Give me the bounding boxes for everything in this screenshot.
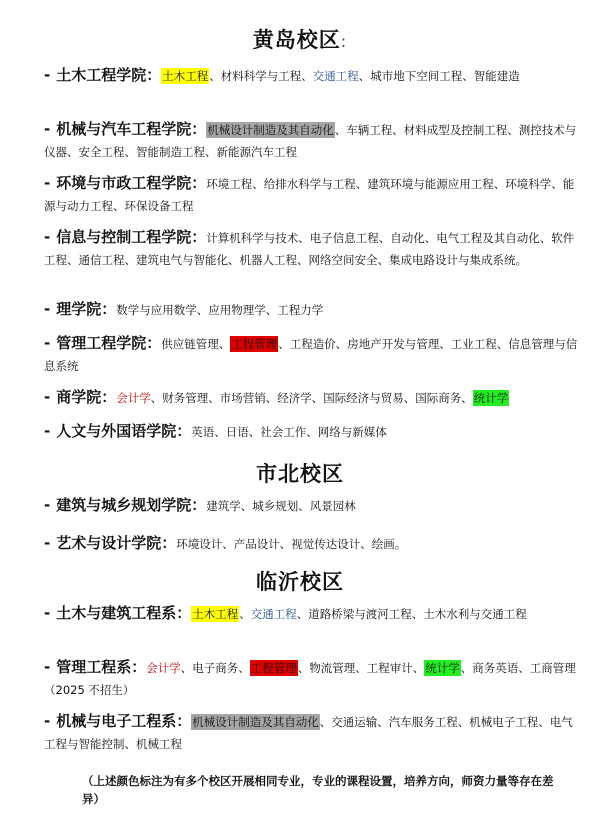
major: 电气工程与智能控制 <box>44 715 573 751</box>
note-text: （上述颜色标注为有多个校区开展相同专业，专业的课程设置，培养方向，师资力量等存在差异） <box>82 774 554 806</box>
major: 国际经济与贸易 <box>323 391 404 405</box>
major: 计算机科学与技术 <box>206 231 299 245</box>
major: 交通运输 <box>331 715 378 729</box>
college-name: 土木工程学院 <box>56 66 147 84</box>
major: 环境工程 <box>206 177 253 191</box>
major: 材料成型及控制工程 <box>403 123 508 137</box>
major: 土木工程 <box>192 607 239 621</box>
college-entry: - 机械与电子工程系：机械设计制造及其自动化、交通运输、汽车服务工程、机械电子工程、电气工程与智能控制、机械工程 <box>44 712 573 751</box>
major: 建筑电气与智能化 <box>136 253 228 267</box>
college-name: 信息与控制工程学院 <box>56 228 192 246</box>
college-entry: - 管理工程系：会计学、电子商务、工程管理、物流管理、工程审计、统计学、商务英语、工商管理（2025 不招生） <box>44 658 576 697</box>
major: 产品设计 <box>233 537 280 551</box>
major: 建筑环境与能源应用工程 <box>367 177 494 191</box>
major: 经济学 <box>277 391 312 405</box>
campus-linyi <box>0 566 600 596</box>
college-name: 环境与市政工程学院 <box>56 174 192 192</box>
major: 给排水科学与工程 <box>263 177 356 191</box>
college-entry: - 理学院：数学与应用数学、应用物理学、工程力学 <box>44 300 324 318</box>
major: 通信工程 <box>78 253 125 267</box>
major: 智能建造 <box>473 69 520 83</box>
major: 国际商务 <box>415 391 462 405</box>
major: 统计学 <box>425 661 460 675</box>
major: 道路桥梁与渡河工程 <box>308 607 412 621</box>
college-name: 人文与外国语学院 <box>56 422 177 440</box>
college-entry: - 土木与建筑工程系：土木工程、交通工程、道路桥梁与渡河工程、土木水利与交通工程 <box>44 604 527 622</box>
major: 土木工程 <box>162 69 209 83</box>
college-list-huangdao <box>0 64 600 442</box>
major: 能源与动力工程 <box>44 177 575 213</box>
campus-title: 黄岛校区: <box>252 28 348 52</box>
college-name: 管理工程学院 <box>56 334 147 352</box>
major: 风景园林 <box>309 499 356 513</box>
college-entry: - 土木工程学院：土木工程、材料科学与工程、交通工程、城市地下空间工程、智能建造 <box>44 66 520 84</box>
college-entry: - 商学院：会计学、财务管理、市场营销、经济学、国际经济与贸易、国际商务、统计学 <box>44 388 509 406</box>
major: 测控技术与仪器 <box>44 123 577 159</box>
major: 应用物理学 <box>208 303 266 317</box>
major: 机械工程 <box>136 737 182 751</box>
major: 工程力学 <box>277 303 324 317</box>
major: 机械设计制造及其自动化 <box>207 123 334 137</box>
major: 智能制造工程 <box>136 145 205 159</box>
college-entry: - 管理工程学院：供应链管理、工程管理、工程造价、房地产开发与管理、工业工程、信息管理与信息系统 <box>44 334 578 373</box>
college-name: 理学院 <box>56 300 102 318</box>
major: 新能源汽车工程 <box>216 145 297 159</box>
major: 电子商务 <box>192 661 239 675</box>
major: 汽车服务工程 <box>388 715 458 729</box>
major: 网络空间安全 <box>308 253 378 267</box>
college-name: 建筑与城乡规划学院 <box>56 496 192 514</box>
major: 电气工程及其自动化 <box>436 231 540 245</box>
major: 工程管理 <box>250 661 297 675</box>
college-name: 机械与电子工程系 <box>56 712 177 730</box>
major: 市场营销 <box>219 391 266 405</box>
major: 数学与应用数学 <box>116 303 197 317</box>
major: 安全工程 <box>78 145 125 159</box>
major: 商务英语 <box>472 661 519 675</box>
major: 会计学 <box>116 391 151 405</box>
college-name: 艺术与设计学院 <box>56 534 162 552</box>
major: 机器人工程 <box>239 253 297 267</box>
major: 城市地下空间工程 <box>370 69 463 83</box>
campus-title: 市北校区 <box>256 462 344 486</box>
major: 信息管理与信息系统 <box>44 337 578 373</box>
college-name: 土木与建筑工程系 <box>56 604 177 622</box>
campus-shibei <box>0 458 600 488</box>
major: 土木水利与交通工程 <box>423 607 527 621</box>
major: 材料科学与工程 <box>220 69 302 83</box>
major: 房地产开发与管理 <box>347 337 440 351</box>
college-list-shibei <box>0 494 600 554</box>
major: 绘画 <box>371 537 395 551</box>
major: 环保设备工程 <box>124 199 194 213</box>
college-entry: - 人文与外国语学院：英语、日语、社会工作、网络与新媒体 <box>44 422 387 440</box>
major: 英语 <box>191 425 215 439</box>
college-entry: - 信息与控制工程学院：计算机科学与技术、电子信息工程、自动化、电气工程及其自动化、软件工程、通信工程、建筑电气与智能化、机器人工程、网络空间安全、集成电路设计与集成系统。 <box>44 228 575 267</box>
major: 物流管理 <box>309 661 356 675</box>
major: 机械电子工程 <box>469 715 539 729</box>
college-entry: - 建筑与城乡规划学院：建筑学、城乡规划、风景园林 <box>44 496 356 514</box>
major: 环境科学 <box>505 177 552 191</box>
major: 机械设计制造及其自动化 <box>192 715 319 729</box>
major: 自动化 <box>390 231 425 245</box>
major: 车辆工程 <box>346 123 393 137</box>
major: 工商管理（2025 不招生） <box>44 661 576 697</box>
footnote <box>0 772 600 808</box>
major: 网络与新媒体 <box>317 425 387 439</box>
major: 工程造价 <box>289 337 336 351</box>
college-name: 管理工程系 <box>56 658 132 676</box>
major: 财务管理 <box>162 391 209 405</box>
college-name: 商学院 <box>56 388 102 406</box>
major: 建筑学 <box>206 499 241 513</box>
major: 城乡规划 <box>252 499 299 513</box>
major: 视觉传达设计 <box>291 537 361 551</box>
major: 环境设计 <box>176 537 223 551</box>
campus-title: 临沂校区 <box>256 570 344 594</box>
major: 统计学 <box>473 391 509 405</box>
major: 软件工程 <box>44 231 575 267</box>
major: 会计学 <box>146 661 181 675</box>
campus-huangdao <box>0 24 600 54</box>
major: 供应链管理 <box>161 337 219 351</box>
college-list-linyi <box>0 602 600 754</box>
major: 工程审计 <box>366 661 413 675</box>
major: 交通工程 <box>250 607 297 621</box>
major: 工程管理 <box>231 337 278 351</box>
college-entry: - 艺术与设计学院：环境设计、产品设计、视觉传达设计、绘画。 <box>44 534 407 552</box>
major: 电子信息工程 <box>309 231 379 245</box>
major: 集成电路设计与集成系统 <box>389 253 516 267</box>
college-name: 机械与汽车工程学院 <box>56 120 192 138</box>
college-entry: - 环境与市政工程学院：环境工程、给排水科学与工程、建筑环境与能源应用工程、环境科学、能源与动力工程、环保设备工程 <box>44 174 575 213</box>
major: 交通工程 <box>312 69 359 83</box>
major: 社会工作 <box>260 425 307 439</box>
major: 日语 <box>225 425 249 439</box>
college-entry: - 机械与汽车工程学院：机械设计制造及其自动化、车辆工程、材料成型及控制工程、测控技术与仪器、安全工程、智能制造工程、新能源汽车工程 <box>44 120 577 159</box>
major: 工业工程 <box>450 337 497 351</box>
